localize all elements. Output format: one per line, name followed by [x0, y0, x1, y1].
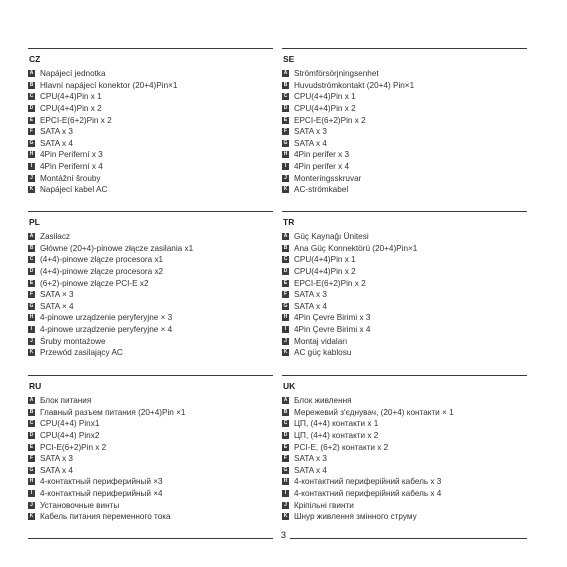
list-item — [282, 103, 527, 115]
list-item — [28, 430, 273, 442]
item-text: SATA x 4 — [294, 465, 327, 475]
item-text: Главный разъем питания (20+4)Pin ×1 — [40, 407, 186, 417]
item-text: EPCI-E(6+2)Pin x 2 — [40, 115, 112, 125]
list-item — [28, 231, 273, 243]
item-text: CPU(4+4)Pin x 1 — [294, 255, 356, 265]
item-text: 4-контактный периферийный ×3 — [40, 477, 163, 487]
section-divider — [28, 211, 273, 212]
item-text: PCI-E, (6+2) контакти x 2 — [294, 442, 389, 452]
list-item — [28, 453, 273, 465]
item-text: Strömförsörjningsenhet — [294, 69, 379, 79]
item-text: SATA x 3 — [294, 290, 327, 300]
item-text: CPU(4+4)Pin x 1 — [40, 92, 102, 102]
item-letter-badge: B — [283, 81, 288, 88]
item-letter-badge: F — [29, 128, 34, 135]
list-item — [282, 430, 527, 442]
item-letter-badge: J — [282, 502, 289, 509]
item-text: (4+4)-pinowe złącze procesora x2 — [40, 267, 164, 277]
list-item — [282, 266, 527, 278]
item-text: Montážní šrouby — [40, 173, 101, 183]
list-item — [28, 161, 273, 173]
list-item — [28, 418, 273, 430]
list-item — [28, 441, 273, 453]
section-divider — [28, 375, 273, 376]
item-letter-badge: D — [29, 105, 34, 112]
item-text: EPCI-E(6+2)Pin x 2 — [294, 115, 366, 125]
item-letter-badge: C — [283, 420, 288, 427]
item-text: Napájecí kabel AC — [40, 185, 108, 195]
item-text: SATA × 4 — [40, 301, 74, 311]
list-item — [282, 114, 527, 126]
item-text: ЦП, (4+4) контакти x 1 — [294, 419, 379, 429]
list-item — [28, 312, 273, 324]
list-item — [282, 407, 527, 419]
list-item — [28, 347, 273, 359]
list-item — [28, 289, 273, 301]
item-text: Huvudströmkontakt (20+4) Pin×1 — [294, 80, 415, 90]
page-number — [0, 530, 567, 540]
item-text: Шнур живлення змінного струму — [294, 512, 417, 522]
item-text: Hlavní napájecí konektor (20+4)Pin×1 — [40, 80, 178, 90]
list-item — [28, 324, 273, 336]
item-letter-badge: B — [29, 81, 34, 88]
item-letter-badge: I — [282, 326, 289, 333]
item-text: SATA x 3 — [40, 454, 73, 464]
parts-list — [28, 68, 273, 196]
section-pl — [28, 211, 273, 359]
item-letter-badge: I — [282, 490, 289, 497]
item-text: 4-контактний периферійний кабель x 3 — [294, 477, 442, 487]
item-letter-badge: H — [29, 478, 34, 485]
item-text: Główne (20+4)-pinowe złącze zasilania x1 — [40, 243, 194, 253]
item-text: 4Pin Çevre Birimi x 3 — [294, 313, 371, 323]
item-letter-badge: B — [283, 408, 288, 415]
language-code: PL — [29, 217, 40, 227]
list-item — [282, 499, 527, 511]
list-item — [282, 80, 527, 92]
item-letter-badge: E — [29, 116, 34, 123]
item-letter-badge: D — [29, 268, 34, 275]
language-code: TR — [283, 217, 295, 227]
item-letter-badge: J — [28, 338, 35, 345]
list-item — [28, 138, 273, 150]
item-letter-badge: E — [283, 116, 288, 123]
list-item — [282, 441, 527, 453]
item-text: SATA x 3 — [294, 127, 327, 137]
item-text: PCI-E(6+2)Pin x 2 — [40, 442, 107, 452]
item-text: CPU(4+4) Pinx1 — [40, 419, 100, 429]
item-text: (6+2)-pinowe złącze PCI-E x2 — [40, 278, 149, 288]
item-letter-badge: F — [283, 455, 288, 462]
item-text: 4-контактный периферийный ×4 — [40, 489, 163, 499]
section-cz — [28, 48, 273, 196]
item-text: SATA x 3 — [294, 454, 327, 464]
item-text: CPU(4+4)Pin x 1 — [294, 92, 356, 102]
parts-list — [28, 395, 273, 523]
item-letter-badge: A — [283, 233, 288, 240]
list-item — [28, 395, 273, 407]
item-letter-badge: C — [283, 256, 288, 263]
item-letter-badge: H — [283, 478, 288, 485]
list-item — [28, 68, 273, 80]
parts-list — [282, 395, 527, 523]
item-text: Кріпільні гвинти — [294, 500, 354, 510]
item-text: Установочные винты — [40, 500, 120, 510]
item-letter-badge: K — [29, 186, 34, 193]
item-letter-badge: D — [29, 432, 34, 439]
item-text: ЦП, (4+4) контакти x 2 — [294, 431, 379, 441]
item-letter-badge: K — [29, 349, 34, 356]
item-text: Мережевий з'єднувач, (20+4) контакти × 1 — [294, 407, 454, 417]
item-letter-badge: I — [28, 490, 35, 497]
language-code: UK — [283, 381, 296, 391]
item-letter-badge: H — [29, 151, 34, 158]
item-letter-badge: C — [29, 93, 34, 100]
list-item — [282, 243, 527, 255]
item-text: EPCI-E(6+2)Pin x 2 — [294, 278, 366, 288]
list-item — [28, 172, 273, 184]
list-item — [282, 68, 527, 80]
item-letter-badge: A — [283, 397, 288, 404]
item-text: CPU(4+4)Pin x 2 — [40, 104, 102, 114]
list-item — [282, 184, 527, 196]
item-text: 4Pin perifer x 4 — [294, 162, 350, 172]
section-se — [282, 48, 527, 196]
section-ru — [28, 375, 273, 523]
list-item — [282, 301, 527, 313]
item-letter-badge: D — [283, 105, 288, 112]
item-text: Montaj vidaları — [294, 336, 348, 346]
item-text: Przewód zasilający AC — [40, 348, 123, 358]
item-text: CPU(4+4)Pin x 2 — [294, 104, 356, 114]
page-number-text: 3 — [277, 530, 290, 540]
list-item — [282, 511, 527, 523]
item-letter-badge: I — [282, 163, 289, 170]
list-item — [28, 184, 273, 196]
item-letter-badge: J — [282, 175, 289, 182]
item-letter-badge: G — [29, 139, 34, 146]
list-item — [28, 511, 273, 523]
list-item — [282, 312, 527, 324]
item-letter-badge: D — [283, 268, 288, 275]
item-text: Блок живлення — [294, 396, 352, 406]
item-letter-badge: G — [283, 466, 288, 473]
item-letter-badge: I — [28, 326, 35, 333]
list-item — [28, 407, 273, 419]
list-item — [28, 91, 273, 103]
item-text: Zasilacz — [40, 232, 71, 242]
item-letter-badge: A — [283, 70, 288, 77]
list-item — [282, 488, 527, 500]
parts-list — [28, 231, 273, 359]
item-text: CPU(4+4)Pin x 2 — [294, 267, 356, 277]
list-item — [282, 289, 527, 301]
item-text: 4-контактний периферійний кабель x 4 — [294, 489, 442, 499]
item-letter-badge: G — [283, 139, 288, 146]
list-item — [282, 149, 527, 161]
item-letter-badge: H — [29, 314, 34, 321]
item-letter-badge: C — [283, 93, 288, 100]
item-letter-badge: B — [283, 244, 288, 251]
item-letter-badge: H — [283, 314, 288, 321]
item-letter-badge: E — [283, 279, 288, 286]
item-text: Блок питания — [40, 396, 92, 406]
item-text: 4-pinowe urządzenie peryferyjne × 4 — [40, 325, 173, 335]
item-text: SATA x 4 — [40, 138, 73, 148]
item-letter-badge: G — [29, 466, 34, 473]
list-item — [282, 395, 527, 407]
list-item — [28, 126, 273, 138]
list-item — [282, 335, 527, 347]
item-letter-badge: A — [29, 70, 34, 77]
item-letter-badge: E — [283, 443, 288, 450]
item-letter-badge: K — [283, 513, 288, 520]
list-item — [282, 453, 527, 465]
list-item — [28, 476, 273, 488]
list-item — [28, 465, 273, 477]
item-text: AC-strömkabel — [294, 185, 349, 195]
item-letter-badge: A — [29, 397, 34, 404]
section-divider — [282, 48, 527, 49]
list-item — [282, 231, 527, 243]
item-text: CPU(4+4) Pinx2 — [40, 431, 100, 441]
item-letter-badge: K — [283, 349, 288, 356]
item-text: Ana Güç Konnektörü (20+4)Pin×1 — [294, 243, 418, 253]
parts-list — [282, 68, 527, 196]
language-code: CZ — [29, 54, 41, 64]
list-item — [28, 266, 273, 278]
item-letter-badge: F — [283, 291, 288, 298]
item-text: Monteringsskruvar — [294, 173, 362, 183]
item-text: 4Pin Periferní x 3 — [40, 150, 103, 160]
item-letter-badge: G — [29, 302, 34, 309]
list-item — [282, 277, 527, 289]
item-letter-badge: F — [29, 455, 34, 462]
item-letter-badge: K — [29, 513, 34, 520]
section-divider — [282, 375, 527, 376]
item-letter-badge: F — [29, 291, 34, 298]
list-item — [28, 301, 273, 313]
item-letter-badge: B — [29, 408, 34, 415]
item-text: 4Pin perifer x 3 — [294, 150, 350, 160]
item-text: SATA × 3 — [40, 290, 74, 300]
list-item — [28, 254, 273, 266]
item-text: Güç Kaynağı Ünitesi — [294, 232, 369, 242]
list-item — [28, 114, 273, 126]
item-text: Кабель питания переменного тока — [40, 512, 171, 522]
list-item — [282, 465, 527, 477]
item-letter-badge: F — [283, 128, 288, 135]
item-text: SATA x 3 — [40, 127, 73, 137]
list-item — [282, 161, 527, 173]
list-item — [282, 418, 527, 430]
list-item — [282, 91, 527, 103]
list-item — [282, 126, 527, 138]
item-letter-badge: D — [283, 432, 288, 439]
list-item — [282, 138, 527, 150]
item-text: SATA x 4 — [294, 301, 327, 311]
item-letter-badge: J — [28, 502, 35, 509]
item-text: 4Pin Periferní x 4 — [40, 162, 103, 172]
item-letter-badge: I — [28, 163, 35, 170]
item-text: 4-pinowe urządzenie peryferyjne × 3 — [40, 313, 173, 323]
list-item — [28, 103, 273, 115]
language-code: SE — [283, 54, 295, 64]
list-item — [28, 488, 273, 500]
item-text: SATA x 4 — [40, 465, 73, 475]
item-letter-badge: J — [282, 338, 289, 345]
language-code: RU — [29, 381, 42, 391]
item-text: AC güç kablosu — [294, 348, 352, 358]
section-divider — [282, 211, 527, 212]
item-letter-badge: C — [29, 420, 34, 427]
section-tr — [282, 211, 527, 359]
item-letter-badge: C — [29, 256, 34, 263]
list-item — [282, 254, 527, 266]
list-item — [28, 149, 273, 161]
item-letter-badge: H — [283, 151, 288, 158]
item-letter-badge: E — [29, 279, 34, 286]
list-item — [28, 243, 273, 255]
item-text: (4+4)-pinowe złącze procesora x1 — [40, 255, 164, 265]
section-uk — [282, 375, 527, 523]
list-item — [28, 499, 273, 511]
item-letter-badge: K — [283, 186, 288, 193]
item-letter-badge: B — [29, 244, 34, 251]
item-letter-badge: G — [283, 302, 288, 309]
item-letter-badge: A — [29, 233, 34, 240]
list-item — [28, 80, 273, 92]
list-item — [282, 347, 527, 359]
item-text: 4Pin Çevre Birimi x 4 — [294, 325, 371, 335]
list-item — [28, 335, 273, 347]
parts-list — [282, 231, 527, 359]
item-letter-badge: J — [28, 175, 35, 182]
list-item — [282, 324, 527, 336]
item-text: SATA x 4 — [294, 138, 327, 148]
list-item — [282, 476, 527, 488]
list-item — [28, 277, 273, 289]
item-text: Śruby montażowe — [40, 336, 106, 346]
section-divider — [28, 48, 273, 49]
item-letter-badge: E — [29, 443, 34, 450]
list-item — [282, 172, 527, 184]
item-text: Napájecí jednotka — [40, 69, 106, 79]
